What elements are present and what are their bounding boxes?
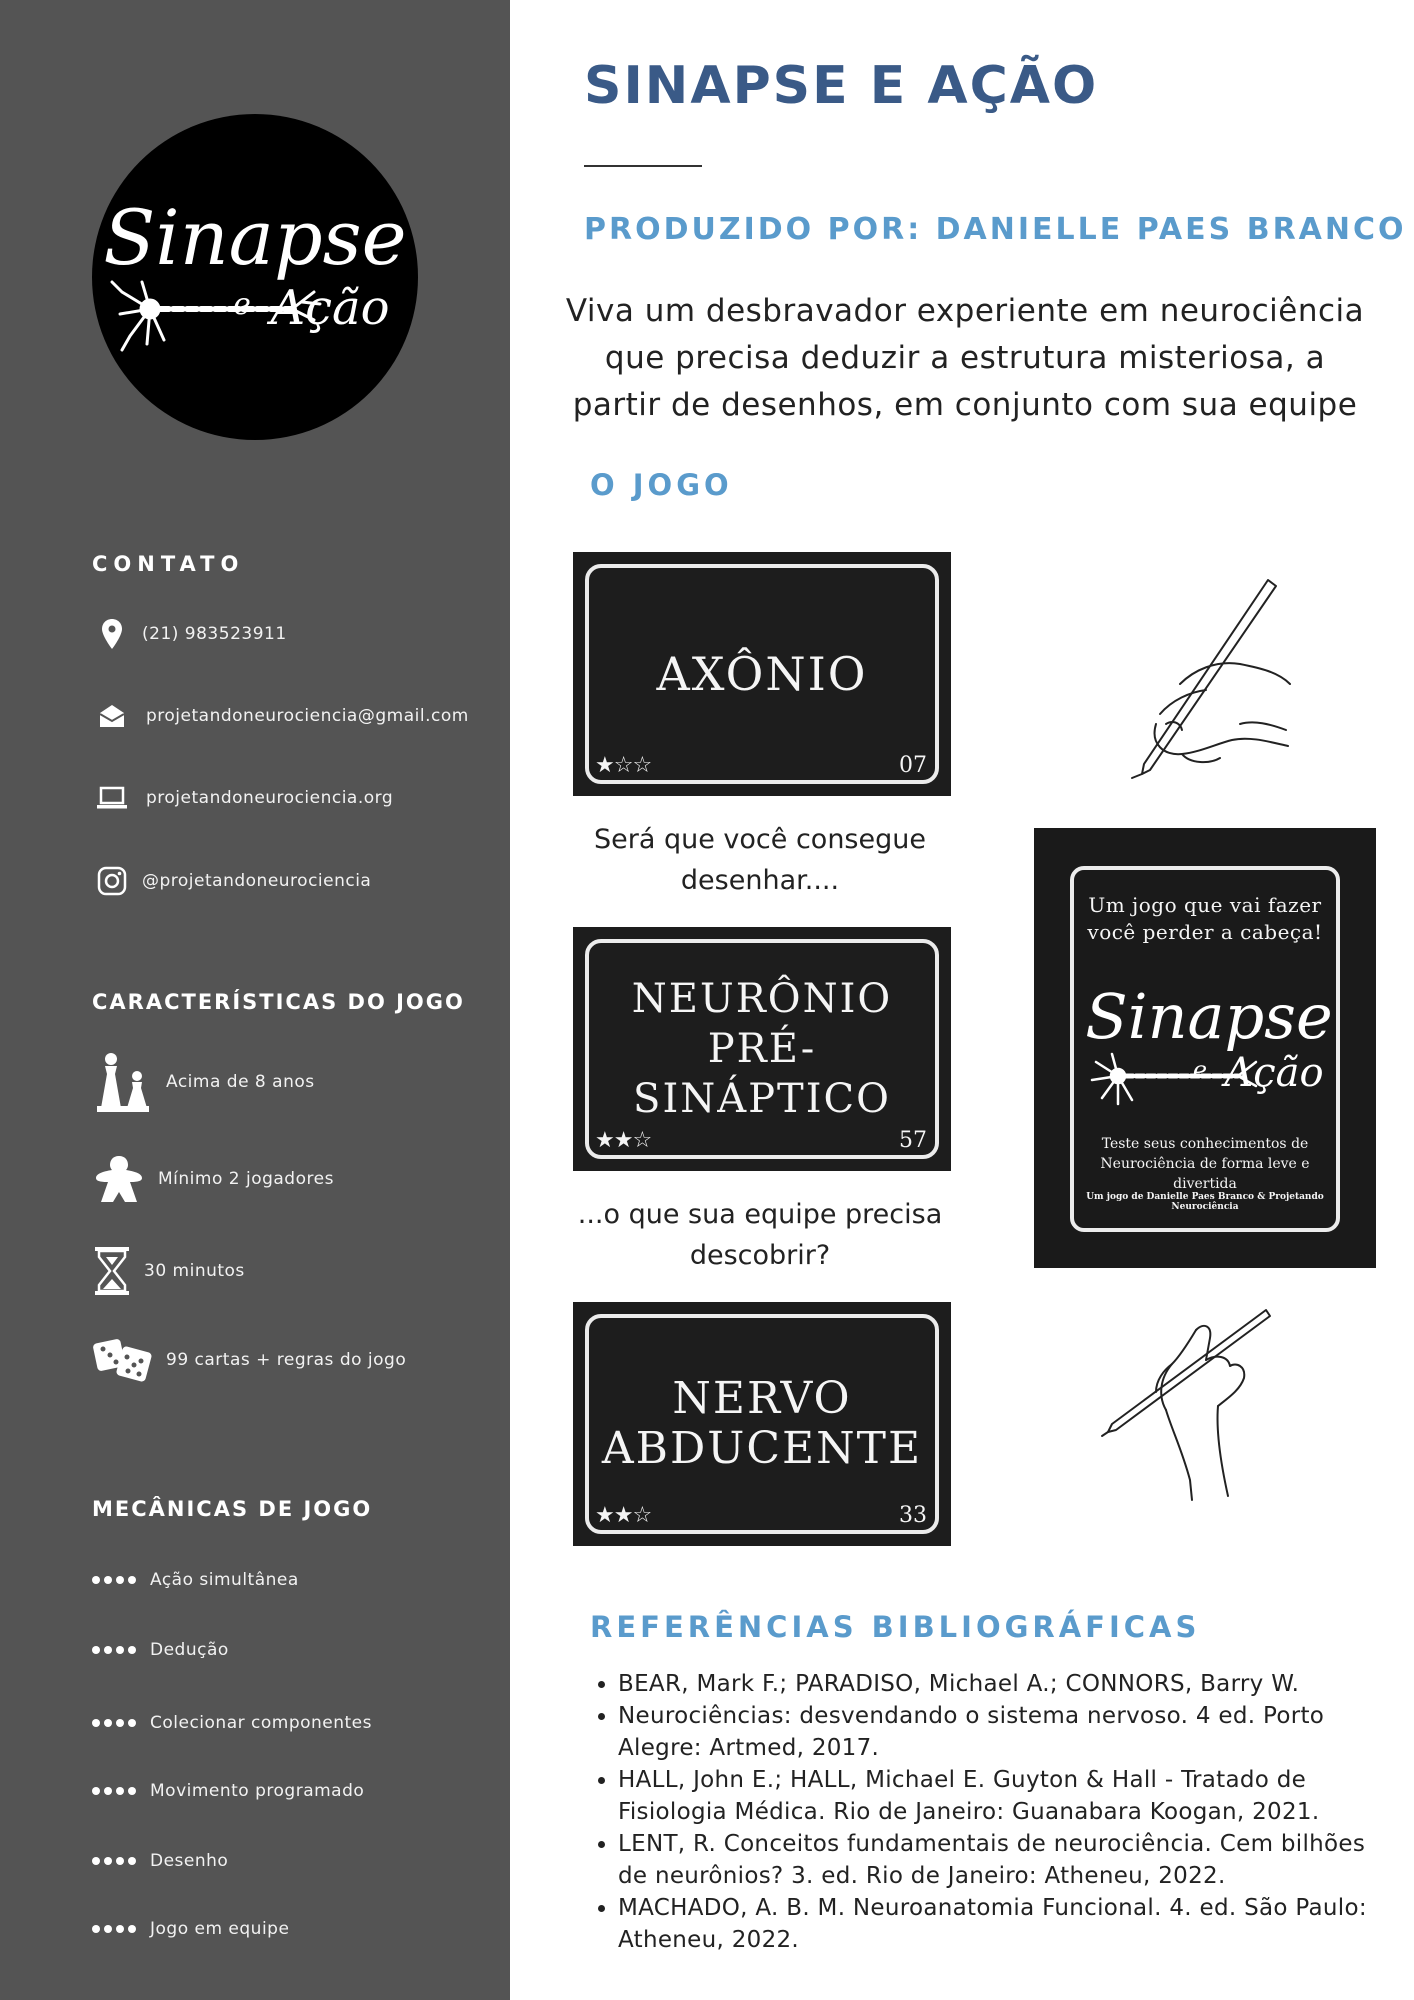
producer-credit: PRODUZIDO POR: DANIELLE PAES BRANCO [584, 212, 1407, 247]
reference-item: • LENT, R. Conceitos fundamentais de neurociência. Cem bilhões de neurônios? 3. ed. Rio de Janeiro: Atheneu, 2022. [618, 1828, 1398, 1892]
mechanic-label: Jogo em equipe [150, 1919, 290, 1939]
logo-graphic [92, 114, 418, 440]
location-pin-icon [92, 614, 132, 654]
feature-players-text: Mínimo 2 jogadores [158, 1169, 334, 1189]
difficulty-stars-icon: ★☆☆ [595, 753, 652, 778]
team-prompt: ...o que sua equipe precisa descobrir? [577, 1199, 943, 1271]
difficulty-stars-icon: ★★☆ [595, 1128, 652, 1153]
card-frame [585, 564, 939, 784]
mechanics-heading: MECÂNICAS DE JOGO [92, 1497, 373, 1521]
game-heading: O JOGO [590, 468, 733, 502]
bullet-dots-icon [92, 1576, 136, 1584]
card-title: NEURÔNIO PRÉ-SINÁPTICO [631, 976, 893, 1122]
references-list [590, 1668, 1398, 1956]
card-title: AXÔNIO [656, 647, 868, 701]
logo-word-e: e [233, 287, 251, 322]
meeple-icon [92, 1152, 146, 1206]
logo-word-sinapse: Sinapse [103, 193, 407, 282]
contact-email [92, 696, 469, 736]
feature-age-text: Acima de 8 anos [166, 1072, 315, 1092]
page-title: SINAPSE E AÇÃO [584, 56, 1099, 116]
reference-item: • HALL, John E.; HALL, Michael E. Guyton & Hall - Tratado de Fisiologia Médica. Rio de Janeiro: Guanabara Koogan, 2021. [618, 1764, 1398, 1828]
feature-components-text: 99 cartas + regras do jogo [166, 1350, 407, 1370]
logo [92, 114, 418, 440]
box-tagline: Um jogo que vai fazer você perder a cabeça! [1087, 893, 1323, 944]
game-box-cover [1034, 828, 1376, 1268]
laptop-icon [92, 778, 132, 818]
bullet-dots-icon [92, 1925, 136, 1933]
instagram-icon [92, 861, 132, 901]
box-logo-word-e: e [1192, 1056, 1208, 1084]
box-logo-word-sinapse: Sinapse [1085, 980, 1333, 1053]
feature-age [92, 1052, 315, 1112]
reference-item: • BEAR, Mark F.; PARADISO, Michael A.; CONNORS, Barry W. [618, 1668, 1398, 1700]
contact-phone [92, 614, 287, 654]
hourglass-icon [92, 1246, 132, 1296]
mechanic-label: Colecionar componentes [150, 1713, 372, 1733]
feature-time-text: 30 minutos [144, 1261, 245, 1281]
mechanic-item [92, 1776, 364, 1806]
card-number: 57 [899, 1128, 927, 1153]
box-logo [1078, 968, 1340, 1118]
feature-components [92, 1334, 406, 1386]
card-title: NERVO ABDUCENTE [601, 1373, 923, 1474]
box-frame [1070, 866, 1340, 1232]
box-description: Teste seus conhecimentos de Neurociência de forma leve e divertida [1100, 1136, 1310, 1192]
hand-holding-pencil-icon [1100, 1300, 1290, 1510]
contact-phone-text: (21) 983523911 [142, 624, 287, 644]
mechanic-item [92, 1914, 289, 1944]
feature-time [92, 1246, 245, 1296]
game-card [573, 1302, 951, 1546]
mechanic-label: Movimento programado [150, 1781, 365, 1801]
card-number: 33 [899, 1503, 927, 1528]
mechanic-label: Ação simultânea [150, 1570, 299, 1590]
chess-pawns-icon [92, 1052, 152, 1112]
contact-email-text[interactable]: projetandoneurociencia@gmail.com [146, 706, 469, 726]
drawing-prompt: Será que você consegue desenhar.... [594, 824, 926, 896]
bullet-dots-icon [92, 1857, 136, 1865]
features-heading: CARACTERÍSTICAS DO JOGO [92, 990, 465, 1014]
contact-instagram [92, 861, 371, 901]
difficulty-stars-icon: ★★☆ [595, 1503, 652, 1528]
logo-word-acao: Ação [270, 280, 390, 336]
dice-icon [92, 1334, 154, 1386]
feature-players [92, 1152, 334, 1206]
contact-instagram-text[interactable]: @projetandoneurociencia [142, 871, 372, 891]
bullet-dots-icon [92, 1719, 136, 1727]
mechanic-item [92, 1846, 228, 1876]
mechanic-item [92, 1635, 229, 1665]
mechanic-label: Dedução [150, 1640, 229, 1660]
mechanic-item [92, 1708, 372, 1738]
card-frame [585, 1314, 939, 1534]
sidebar [0, 0, 510, 2000]
box-credit: Um jogo de Danielle Paes Branco & Projetando Neurociência [1086, 1192, 1324, 1212]
reference-item: • Neurociências: desvendando o sistema nervoso. 4 ed. Porto Alegre: Artmed, 2017. [618, 1700, 1398, 1764]
card-number: 07 [899, 753, 927, 778]
reference-item: • MACHADO, A. B. M. Neuroanatomia Funcional. 4. ed. São Paulo: Atheneu, 2022. [618, 1892, 1398, 1956]
hand-drawing-pencil-icon [1120, 574, 1310, 784]
contact-heading: CONTATO [92, 552, 245, 576]
box-logo-word-acao: Ação [1224, 1050, 1324, 1096]
game-card [573, 552, 951, 796]
references-heading: REFERÊNCIAS BIBLIOGRÁFICAS [590, 1610, 1201, 1644]
contact-website [92, 778, 393, 818]
mechanic-label: Desenho [150, 1851, 229, 1871]
bullet-dots-icon [92, 1646, 136, 1654]
tagline: Viva um desbravador experiente em neurociência que precisa deduzir a estrutura misteriosa, a partir de desenhos, em conjunto com sua equipe [565, 293, 1365, 423]
game-card [573, 927, 951, 1171]
contact-website-text[interactable]: projetandoneurociencia.org [146, 788, 394, 808]
envelope-icon [92, 696, 132, 736]
title-divider [584, 165, 702, 167]
mechanic-item [92, 1565, 299, 1595]
card-frame [585, 939, 939, 1159]
bullet-dots-icon [92, 1787, 136, 1795]
